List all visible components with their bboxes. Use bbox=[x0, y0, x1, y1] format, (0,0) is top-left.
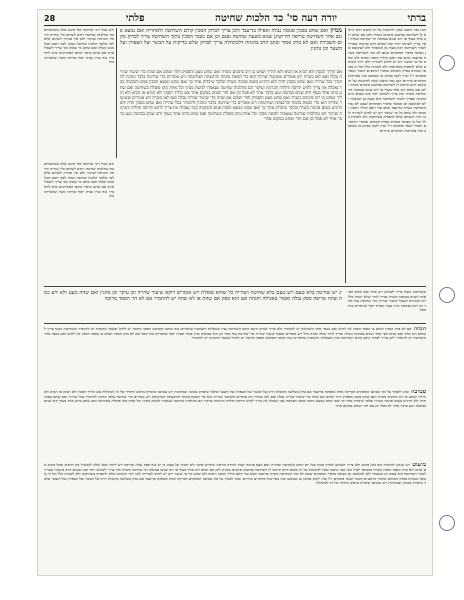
divider-bottom bbox=[44, 323, 426, 324]
left-running-title: פלתי bbox=[125, 12, 145, 24]
scanned-page bbox=[38, 10, 432, 575]
bottom-block-2: סמיכה ונהגו לסמוך על מה שכתבו הפוסקים דבדיקה אחת מספקת בדיעבד אם בדק בשלשה מקומות היינו על הבשר ועל הצפורן ועל השער ובלבד שיבדוק בכוונה ובמתינות ויש שכתבו שיבדוק בראש החודד וכל זה לכתחלה אם הוליך הסכין ולא הביא או הביא ולא הוליך ושחט בו רוב סימנים כשרה ואם שחט מעט והפסיק וחזר ושחט אם שהה כדי שיעור שהייה נבלה ואם לאו כשרה ויש אומרים ששיעור שהייה הוא כדי הבאת בהמה והרבצתה ושחיטתה ויש אומרים כדי שחיטה בלבד ונוהגין להחמיר בכל שהייה ואם שחט בסכין חדה ולא הרגיש בשום פגימה כשרה ובלבד שיבדוק אחר כך ואם שחט ונמצא הסכין פגום והבהמה כבר נאכלה אין צריך לחוש ודרסה וחלדה והגרמה ועיקור הם מהלכות שחיטה שנאמרו למשה מסיני וכל אחת מהן פוסלת בשחיטה ואם שחט ברוב אחד בעוף ורוב שנים בבהמה ונגע בדבר אחר לא פסל וכן אם חזר ושחט במקום אחר bbox=[44, 390, 426, 408]
main-text-upper: ממיון ואם שחט בסכין פגומה נבלה ואפילו בדיעבד ולכן צריך לבדוק הסכין קודם השחיטה ולאחריה ואם נמצא פגום אחר השחיטה טריפה דחיישינן שמא בשעת שחיטה נפגם וכן אם נשבר הסכין בתוך השחיטה צריך לבדוק מקום השבירה ואם לא בדק אסור וכתב הרב בהגהה דלכתחלה צריך לבדוק שלש בדיקות על הבשר ועל הצפורן ועל השער וכן נוהגין bbox=[120, 28, 342, 53]
binder-hole-bottom bbox=[439, 515, 455, 531]
main-text-center: אם הוליך הסכין ולא הביא או הביא ולא הוליך ושחט בו רוב סימנים כשרה ואם שחט מעט והפסיק וחזר ושחט אם שהה כדי שיעור שהייה נבלה ואם לאו כשרה ויש אומרים ששיעור שהייה הוא כדי הבאת בהמה והרבצתה ושחיטתה ויש אומרים כדי שחיטה בלבד ונוהגין להחמיר בכל שהייה ואם שחט בסכין חדה ולא הרגיש בשום פגימה כשרה ובלבד שיבדוק אחר כך ואם שחט ונמצא הסכין פגום והבהמה כבר נאכלה אין צריך לחוש ודרסה וחלדה והגרמה ועיקור הם מהלכות שחיטה שנאמרו למשה מסיני וכל אחת מהן פוסלת בשחיטה ואם שחט ברוב אחד בעוף ורוב שנים בבהמה ונגע בדבר אחר לא פסל וכן אם חזר ושחט במקום אחר אם הוליך הסכין ולא הביא או הביא ולא הוליך ושחט בו רוב סימנים כשרה ואם שחט מעט והפסיק וחזר ושחט אם שהה כדי שיעור שהייה נבלה ואם לאו כשרה ויש אומרים ששיעור שהייה הוא כדי הבאת בהמה והרבצתה ושחיטתה ויש אומרים כדי שחיטה בלבד ונוהגין להחמיר בכל שהייה ואם שחט בסכין חדה ולא הרגיש בשום פגימה כשרה ובלבד שיבדוק אחר כך ואם שחט ונמצא הסכין פגום והבהמה כבר נאכלה אין צריך לחוש ודרסה וחלדה והגרמה ועיקור הם מהלכות שחיטה שנאמרו למשה מסיני וכל אחת מהן פוסלת בשחיטה ואם שחט ברוב אחד בעוף ורוב שנים בבהמה ונגע בדבר אחר לא פסל וכן אם חזר ושחט במקום אחר bbox=[120, 70, 342, 122]
left-commentary-lower: ודע שכל דיני שחיטה אלו אינם אלא כשהשוחט בקי בהלכות שחיטה ויודע לשחוט בלי שהייה ודרסה והגרמה ועיקור ולכן אין מניחין לשחוט אלא למי שלמד הלכות שחיטה ונבחן לפני חכם וקבל ממנו קבלה ואם שחט מי שאינו בקי צריך לשאול אותו אם שחט כראוי וכתבו האחרונים שיש להחמיר בזה ועיין בבית יוסף ובדרכי משה שהאריכו בזה bbox=[44, 162, 114, 199]
bottom-block-1: הגהה אם לא בדק הסכין ושחט בו ונאבד הסכין אין לחוש ואם נשבר אחר השחיטה יש להחמיר ולכן צריך לבדוק היטב קודם השחיטה ועיין בשאלות ותשובות שהאריכו בזה וכתבו דבמקום הפסד מרובה יש להקל ובשאר מקומות יש להחמיר ובשחיטת העוף צריך לשחוט רוב אחד ואם שחט חצי אחד ושנים בבהמה כשרה וצריך לזהר שלא ישהה כלל ויש אומרים דבעוף שיעור שהייה כדי שחיטת עוף אחר וכן הוא בבהמה ועיין בטור ובבית יוסף שהאריכו בזה מאד אם לא בדק הסכין ושחט בו ונאבד הסכין אין לחוש ואם נשבר אחר השחיטה יש להחמיר ולכן צריך לבדוק היטב קודם השחיטה ועיין בשאלות ותשובות שהאריכו בזה וכתבו דבמקום הפסד מרובה יש להקל ובשאר מקומות יש להחמיר bbox=[44, 327, 426, 341]
left-commentary-column: ודע שכל דיני שחיטה אלו אינם אלא כשהשוחט בקי בהלכות שחיטה ויודע לשחוט בלי שהייה ודרסה והגרמה ועיקור ולכן אין מניחין לשחוט אלא למי שלמד הלכות שחיטה ונבחן לפני חכם וקבל ממנו קבלה ואם שחט מי שאינו בקי צריך לשאול אותו אם שחט כראוי וכתבו האחרונים שיש להחמיר בזה ועיין בבית יוסף ובדרכי משה שהאריכו בזה bbox=[44, 28, 114, 65]
lead-word-miut: מיעוט bbox=[410, 463, 426, 468]
main-text-lower: יג יש שחיטה בלא טעם ויש טעם בלא שחיטה ושהייה כל שהוא פוסלת ויש אומרים דוקא שיעור שהייה וכן עיקר וכן נוהגין ואם שהה מעט ולא ידע כמה שהה טריפה ספק נבלה ואסור באכילה והגהה אם הוא ספק אם שהה או לא שהה יש להחמיר אם לא הוי הפסד מרובה bbox=[44, 290, 342, 303]
right-commentary-column: הנה כבר כתבנו שאין להקשות על זה משום דהא קיימא לן דשחיטה במיעוט סימנים כשרה ולכן אם שחט רוב אחד בעוף או רוב שנים בבהמה הוי שחיטה כשרה ואין צריך לשחוט יותר ומה שכתב הרב בהגהה שצריך לגמור השחיטה הוא מצוה מן המובחר ולא לעיכובא וכן מבואר בדברי הפוסקים שאם לא גמר השחיטה כשרה בדיעבד וכתב עוד דאם הוליך הסכין והביא ולא שחט כל כך שיעור רוב יש לחוש לשהייה ולכן יזהר השוחט שלא להפסיק בשחיטתו ולא לשהות כלל וכל זה מבואר בגמרא בפרק השוחט ובדברי הרמב״ם והטור ושאר פוסקים ז״ל ועיין לקמן בסימן כג שכתבנו בזה באריכות והדברים ברורים הנה כבר כתבנו שאין להקשות על זה משום דהא קיימא לן דשחיטה במיעוט סימנים כשרה ולכן אם שחט רוב אחד בעוף או רוב שנים בבהמה הוי שחיטה כשרה ואין צריך לשחוט יותר ומה שכתב הרב בהגהה שצריך לגמור השחיטה הוא מצוה מן המובחר ולא לעיכובא וכן מבואר בדברי הפוסקים שאם לא גמר השחיטה כשרה בדיעבד וכתב עוד דאם הוליך הסכין והביא ולא שחט כל כך שיעור רוב יש לחוש לשהייה ולכן יזהר השוחט שלא להפסיק בשחיטתו ולא לשהות כלל וכל זה מבואר בגמרא בפרק השוחט ובדברי הרמב״ם והטור ושאר פוסקים ז״ל ועיין לקמן בסימן כג שכתבנו בזה באריכות והדברים ברורים bbox=[348, 28, 426, 134]
column-divider-right bbox=[345, 28, 346, 283]
binder-hole-middle bbox=[439, 287, 455, 303]
binder-hole-top bbox=[439, 55, 455, 71]
column-divider-left bbox=[116, 28, 117, 158]
lead-word-main: ממיון bbox=[328, 28, 342, 34]
divider-main-lower bbox=[44, 286, 426, 287]
page-number: 28 bbox=[44, 13, 56, 23]
lead-word-smicha: סמיכה bbox=[408, 390, 426, 395]
lead-word-hagaha: הגהה bbox=[411, 327, 426, 332]
right-commentary-lower: ובשחיטת העוף צריך לשחוט רוב אחד ואם שחט חצי אחד ושנים בבהמה כשרה וצריך לזהר שלא ישהה כלל ויש אומרים דבעוף שיעור שהייה כדי שחיטת עוף אחר וכן הוא בבהמה ועיין בטור ובבית יוסף שהאריכו בזה מאד bbox=[348, 290, 426, 313]
page-header bbox=[44, 12, 426, 26]
page-title: יורה דעה סי' כד הלכות שחיטה bbox=[215, 12, 338, 24]
bottom-block-3: מיעוט ויש שנהגו להחמיר בזה בכל מקום ולכן צריך השוחט לבדוק סכינו בכל יום קודם השחיטה ואחריה ואם מצא פגימה יאמר למורה הוראה שיכריע בדבר ולא יסמוך על עצמו כי יש בזה ספק נבלה וטריפה ויש ליזהר מאד שלא להכשיל את הרבים ומכל מקום אם שחט ולא בדק ונאבד הסכין כשרה כמבואר לעיל הנה כבר כתבנו שאין להקשות על זה משום דהא קיימא לן דשחיטה במיעוט סימנים כשרה ולכן אם שחט רוב אחד בעוף או רוב שנים בבהמה הוי שחיטה כשרה ואין צריך לשחוט יותר ומה שכתב הרב בהגהה שצריך לגמור השחיטה הוא מצוה מן המובחר ולא לעיכובא וכן מבואר בדברי הפוסקים שאם לא גמר השחיטה כשרה בדיעבד וכתב עוד דאם הוליך הסכין והביא ולא שחט כל כך שיעור רוב יש לחוש לשהייה ולכן יזהר השוחט שלא להפסיק בשחיטתו ולא לשהות כלל וכל זה מבואר בגמרא בפרק השוחט ובדברי הרמב״ם והטור ושאר פוסקים ז״ל ועיין לקמן בסימן כג שכתבנו בזה באריכות והדברים ברורים ונהגו לסמוך על מה שכתבו הפוסקים דבדיקה אחת מספקת בדיעבד אם בדק בשלשה מקומות היינו על הבשר ועל הצפורן ועל השער ובלבד שיבדוק בכוונה ובמתינות ויש שכתבו שיבדוק בראש החודד וכל זה לכתחלה bbox=[44, 463, 426, 486]
right-running-title: ברתי bbox=[407, 12, 426, 24]
